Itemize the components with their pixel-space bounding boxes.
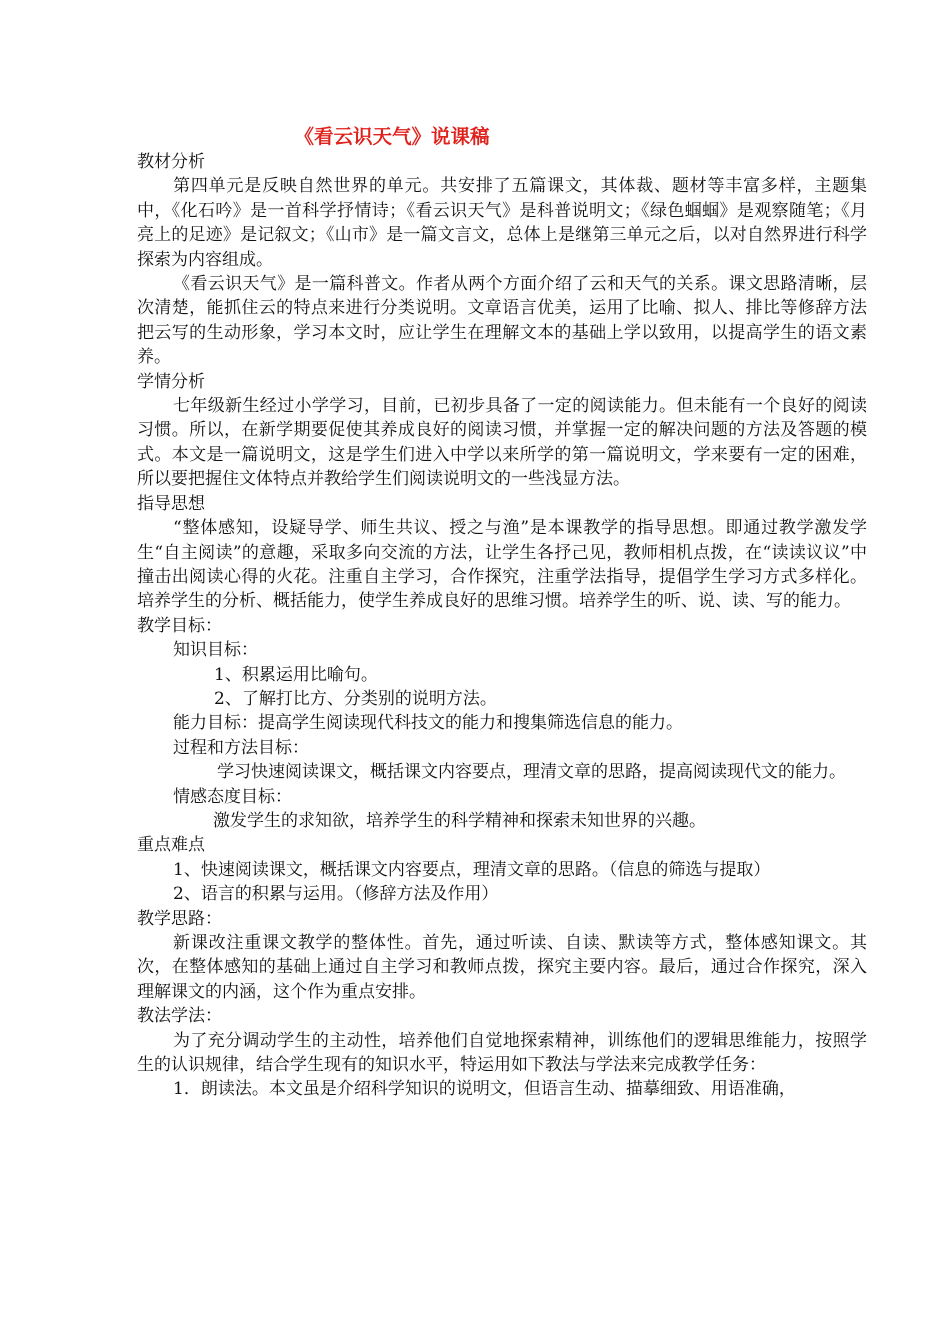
section-heading-textbook-analysis: 教材分析 xyxy=(137,152,205,172)
list-item: 1、快速阅读课文，概括课文内容要点，理清文章的思路。（信息的筛选与提取） xyxy=(173,859,771,880)
subheading-knowledge-goals: 知识目标： xyxy=(173,640,258,661)
section-heading-guiding-idea: 指导思想 xyxy=(137,493,205,514)
list-item: 1、积累运用比喻句。 xyxy=(214,664,378,685)
document-body xyxy=(137,124,867,1102)
document-title: 《看云识天气》说课稿 xyxy=(294,125,490,148)
section-heading-learner-analysis: 学情分析 xyxy=(137,371,205,392)
ability-goal: 能力目标：提高学生阅读现代科技文的能力和搜集筛选信息的能力。 xyxy=(173,713,683,734)
process-goal-text: 学习快速阅读课文，概括课文内容要点，理清文章的思路，提高阅读现代文的能力。 xyxy=(217,762,846,783)
paragraph: 《看云识天气》是一篇科普文。作者从两个方面介绍了云和天气的关系。课文思路清晰，层次清楚，能抓住云的特点来进行分类说明。文章语言优美，运用了比喻、拟人、排比等修辞方法把云写的生动形象，学习本文时，应让学生在理解文本的基础上学以致用，以提高学生的语文素养。 xyxy=(137,274,867,368)
paragraph: 1．朗读法。本文虽是介绍科学知识的说明文，但语言生动、描摹细致、用语准确， xyxy=(173,1079,796,1100)
section-heading-teaching-goals: 教学目标： xyxy=(137,615,222,636)
list-item: 2、语言的积累与运用。（修辞方法及作用） xyxy=(173,884,499,905)
section-heading-key-points: 重点难点 xyxy=(137,835,205,856)
paragraph: 新课改注重课文教学的整体性。首先，通过听读、自读、默读等方式，整体感知课文。其次，在整体感知的基础上通过自主学习和教师点拨，探究主要内容。最后，通过合作探究，深入理解课文的内涵，这个作为重点安排。 xyxy=(137,933,867,1002)
section-heading-methods: 教法学法： xyxy=(137,1006,222,1027)
paragraph: 七年级新生经过小学学习，目前，已初步具备了一定的阅读能力。但未能有一个良好的阅读习惯。所以，在新学期要促使其养成良好的阅读习惯，并掌握一定的解决问题的方法及答题的模式。本文是一篇说明文，这是学生们进入中学以来所学的第一篇说明文，学来要有一定的困难，所以要把握住文体特点并教给学生们阅读说明文的一些浅显方法。 xyxy=(137,396,867,490)
emotion-goal-text: 激发学生的求知欲，培养学生的科学精神和探索未知世界的兴趣。 xyxy=(213,810,706,831)
paragraph: 第四单元是反映自然世界的单元。共安排了五篇课文，其体裁、题材等丰富多样，主题集中，《化石吟》是一首科学抒情诗；《看云识天气》是科普说明文；《绿色蝈蝈》是观察随笔；《月亮上的足迹》是记叙文；《山市》是一篇文言文，总体上是继第三单元之后，以对自然界进行科学探索为内容组成。 xyxy=(137,176,867,270)
subheading-emotion-goals: 情感态度目标： xyxy=(173,786,292,807)
paragraph: “整体感知，设疑导学、师生共议、授之与渔”是本课教学的指导思想。即通过教学激发学生“自主阅读”的意趣，采取多向交流的方法，让学生各抒己见，教师相机点拨，在“读读议议”中撞击出阅读心得的火花。注重自主学习，合作探究，注重学法指导，提倡学生学习方式多样化。培养学生的分析、概括能力，使学生养成良好的思维习惯。培养学生的听、说、读、写的能力。 xyxy=(137,518,867,612)
subheading-process-goals: 过程和方法目标： xyxy=(173,737,309,758)
paragraph: 为了充分调动学生的主动性，培养他们自觉地探索精神，训练他们的逻辑思维能力，按照学生的认识规律，结合学生现有的知识水平，特运用如下教法与学法来完成教学任务： xyxy=(137,1030,867,1076)
list-item: 2、了解打比方、分类别的说明方法。 xyxy=(214,688,497,709)
section-heading-teaching-approach: 教学思路： xyxy=(137,908,222,929)
